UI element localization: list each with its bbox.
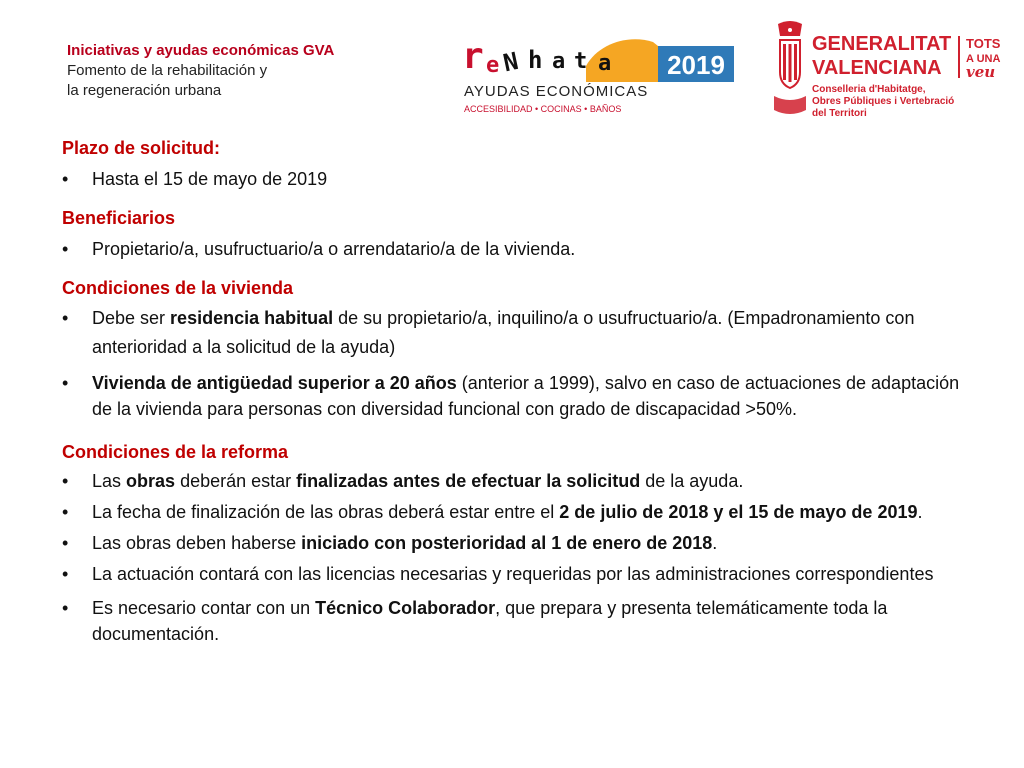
bullet-text-post: de la ayuda. (640, 471, 744, 491)
bullet-reforma-2 (62, 499, 982, 525)
gva-slogan-line2: A UNA (966, 53, 1001, 65)
bullet-icon: • (62, 471, 69, 491)
bullet-beneficiarios-1 (62, 236, 982, 262)
bullet-icon: • (62, 169, 69, 189)
bullet-text-pre: Debe ser (92, 308, 171, 328)
header-text-block (67, 41, 334, 101)
gva-dept-line2: Obres Públiques i Vertebració (812, 96, 955, 107)
renhata-letter-t: t (574, 49, 588, 74)
bullet-icon: • (62, 564, 69, 584)
slide-content (62, 136, 982, 647)
bullet-text-pre: Las (92, 471, 127, 491)
bullet-text-bold: 2 de julio de 2018 y el 15 de mayo de 2019 (559, 502, 918, 522)
section-title-reforma: Condiciones de la reforma (62, 442, 289, 462)
header-subtitle: Iniciativas y ayudas económicas GVA (67, 42, 335, 59)
bullet-text-post: . (712, 533, 718, 553)
gva-shield-icon (774, 21, 806, 114)
bullet-text: Hasta el 15 de mayo de 2019 (92, 169, 328, 189)
bullet-text: La actuación contará con las licencias necesarias y requeridas por las administraciones correspondientes (92, 564, 934, 584)
section-plazo (62, 136, 982, 192)
bullet-text-pre: Las obras deben haberse (92, 533, 302, 553)
gva-dept-line1: Conselleria d'Habitatge, (812, 84, 926, 95)
bullet-text-bold: Vivienda de antigüedad superior a 20 años (92, 373, 457, 393)
renhata-logo (458, 24, 738, 119)
bullet-icon: • (62, 308, 69, 328)
bullet-text-bold: obras (126, 471, 176, 491)
bullet-text-bold: finalizadas antes de efectuar la solicitud (296, 471, 641, 491)
bullet-text-post: de su propietario/a, inquilino/a o usufructuario/a. (Empadronamiento con anterioridad a la solicitud de la ayuda) (92, 308, 915, 357)
gva-slogan-line1: TOTS (966, 36, 1001, 51)
bullet-text-post: . (917, 502, 923, 522)
section-reforma (62, 440, 982, 647)
bullet-text-pre: La fecha de finalización de las obras deberá estar entre el (92, 502, 560, 522)
renhata-letter-r: r (462, 36, 484, 77)
bullet-reforma-5 (62, 595, 982, 647)
bullet-icon: • (62, 533, 69, 553)
bullet-text-mid: deberán estar (175, 471, 297, 491)
bullet-vivienda-1 (62, 304, 982, 362)
section-beneficiarios (62, 206, 982, 262)
renhata-letter-n: N (500, 47, 521, 78)
renhata-year: 2019 (667, 50, 725, 80)
header-title-line2: la regeneración urbana (67, 82, 222, 99)
bullet-reforma-1 (62, 468, 982, 494)
section-title-plazo: Plazo de solicitud: (62, 138, 221, 158)
bullet-icon: • (62, 373, 69, 393)
bullet-text-pre: Es necesario contar con un (92, 598, 316, 618)
bullet-icon: • (62, 239, 69, 259)
bullet-icon: • (62, 502, 69, 522)
section-vivienda (62, 276, 982, 422)
gva-slogan-line3: veu (966, 63, 996, 81)
renhata-letter-a2: a (598, 51, 612, 76)
bullet-text-post: , que prepara y presenta telemáticamente toda la documentación. (92, 598, 888, 644)
renhata-tagline: ACCESIBILIDAD • COCINAS • BAÑOS (464, 104, 622, 114)
renhata-letter-e: e (486, 53, 500, 78)
section-title-beneficiarios: Beneficiarios (62, 208, 176, 228)
bullet-text-bold: Técnico Colaborador (315, 598, 496, 618)
renhata-subtitle: AYUDAS ECONÓMICAS (464, 83, 649, 100)
bullet-text-bold: residencia habitual (170, 308, 334, 328)
renhata-letter-h: h (528, 46, 543, 74)
gva-name-line1: GENERALITAT (812, 33, 952, 55)
gva-divider (958, 36, 960, 78)
bullet-list-beneficiarios (62, 236, 982, 262)
renhata-orange-shape (586, 39, 658, 82)
renhata-letter-a1: a (552, 49, 566, 74)
bullet-vivienda-2 (62, 370, 982, 422)
bullet-list-plazo (62, 166, 982, 192)
bullet-reforma-3 (62, 530, 982, 556)
bullet-list-reforma (62, 468, 982, 647)
header-title-line1: Fomento de la rehabilitación y (67, 62, 268, 79)
bullet-list-vivienda (62, 304, 982, 422)
gva-logo (772, 20, 1012, 120)
bullet-text-post: (anterior a 1999), salvo en caso de actuaciones de adaptación de la vivienda para personas con diversidad funcional con grado de discapacidad >50%. (92, 373, 960, 419)
bullet-text-bold: iniciado con posterioridad al 1 de enero de 2018 (301, 533, 713, 553)
bullet-plazo-1 (62, 166, 982, 192)
gva-dept-line3: del Territori (812, 108, 867, 119)
bullet-icon: • (62, 598, 69, 618)
section-title-vivienda: Condiciones de la vivienda (62, 278, 294, 298)
bullet-reforma-4 (62, 561, 982, 587)
gva-name-line2: VALENCIANA (812, 57, 942, 79)
bullet-text: Propietario/a, usufructuario/a o arrendatario/a de la vivienda. (92, 239, 576, 259)
